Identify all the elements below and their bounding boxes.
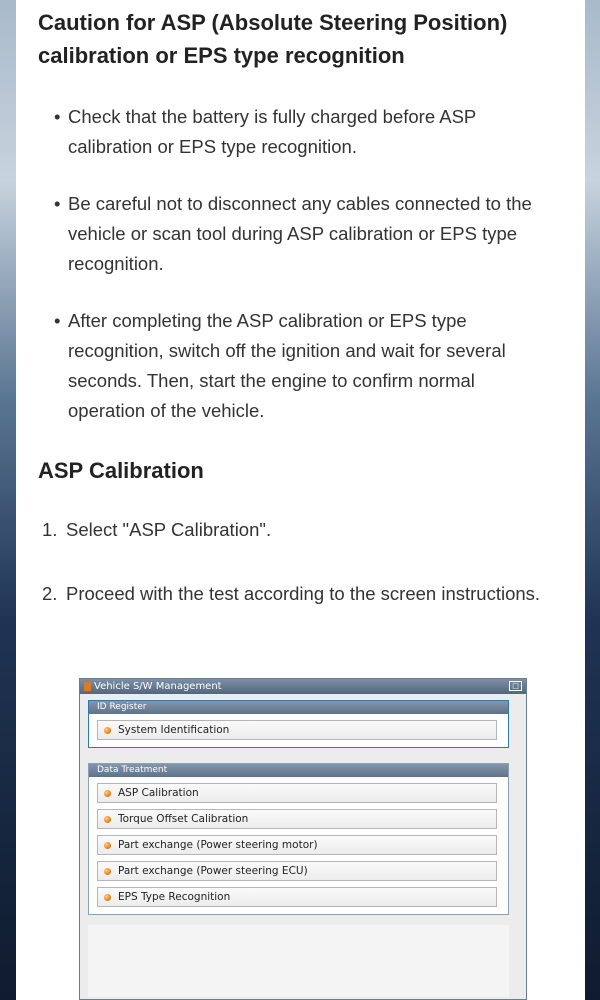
menu-item-eps-type-recognition[interactable]: EPS Type Recognition	[97, 887, 497, 907]
section-title: ASP Calibration	[38, 458, 204, 483]
window-title: Vehicle S/W Management	[94, 681, 222, 692]
id-register-panel	[88, 700, 509, 748]
background-right	[584, 0, 600, 1000]
article-card	[16, 0, 585, 1000]
caution-item: • After completing the ASP calibration or EPS type recognition, switch off the ignition and wait for several seconds. Then, start the engine to confirm normal operation of the vehicle.	[54, 306, 554, 426]
step-item	[42, 579, 542, 609]
menu-item-part-exchange-motor[interactable]: Part exchange (Power steering motor)	[97, 835, 497, 855]
orange-dot-icon	[104, 894, 111, 901]
orange-dot-icon	[104, 842, 111, 849]
bullet-icon: •	[54, 106, 61, 127]
orange-dot-icon	[104, 727, 111, 734]
caution-list	[54, 102, 554, 453]
panel-header: ID Register	[89, 701, 508, 714]
orange-dot-icon	[104, 816, 111, 823]
background-left	[0, 0, 16, 1000]
steps-list	[42, 515, 542, 643]
window-empty-area	[88, 925, 509, 997]
bullet-icon: •	[54, 193, 61, 214]
window-titlebar	[80, 679, 526, 694]
step-text: Select "ASP Calibration".	[66, 519, 272, 540]
orange-dot-icon	[104, 790, 111, 797]
step-number: 1.	[42, 519, 58, 540]
scan-tool-window	[79, 678, 527, 1000]
bullet-icon: •	[54, 310, 61, 331]
data-treatment-panel	[88, 763, 509, 915]
orange-dot-icon	[104, 868, 111, 875]
menu-item-asp-calibration[interactable]: ASP Calibration	[97, 783, 497, 803]
caution-item: • Be careful not to disconnect any cables connected to the vehicle or scan tool during ASP calibration or EPS type recognition.	[54, 189, 554, 279]
step-text: Proceed with the test according to the screen instructions.	[66, 583, 541, 604]
restore-icon[interactable]: □	[509, 681, 522, 691]
step-number: 2.	[42, 583, 58, 604]
step-item	[42, 515, 542, 545]
menu-item-part-exchange-ecu[interactable]: Part exchange (Power steering ECU)	[97, 861, 497, 881]
caution-item: • Check that the battery is fully charged before ASP calibration or EPS type recognition.	[54, 102, 554, 162]
menu-item-system-identification[interactable]: System Identification	[97, 720, 497, 740]
panel-header: Data Treatment	[89, 764, 508, 777]
app-icon	[84, 682, 91, 691]
caution-title: Caution for ASP (Absolute Steering Position) calibration or EPS type recognition	[38, 10, 508, 68]
menu-item-torque-offset-calibration[interactable]: Torque Offset Calibration	[97, 809, 497, 829]
